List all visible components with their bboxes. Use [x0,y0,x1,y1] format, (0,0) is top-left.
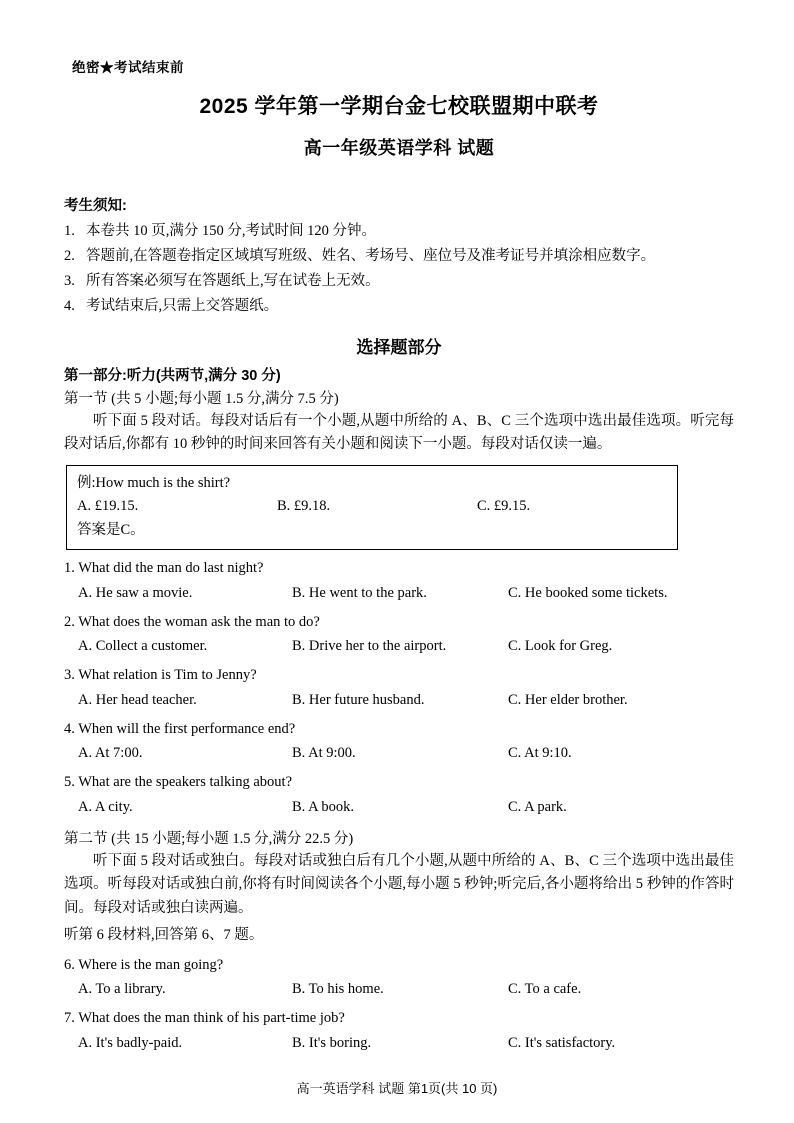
question-stem: 5. What are the speakers talking about? [64,774,293,791]
option-c: C. It's satisfactory. [508,1034,616,1051]
option-b: B. It's boring. [292,1034,372,1051]
section-one-instructions: 听下面 5 段对话。每段对话后有一个小题,从题中所给的 A、B、C 三个选项中选出最佳选项。听完每段对话后,你都有 10 秒钟的时间来回答有关小题和阅读下一小题。每段对话仅读一遍。 [64,412,734,453]
notice-item-text: 本卷共 10 页,满分 150 分,考试时间 120 分钟。 [86,223,376,239]
section-two-instructions: 听下面 5 段对话或独白。每段对话或独白后有几个小题,从题中所给的 A、B、C 三个选项中选出最佳选项。听每段对话或独白前,你将有时间阅读各个小题,每小题 5 秒钟;听完后,各小题将给出 5 秒钟的作答时间。每段对话或独白读两遍。 [64,852,734,916]
option-c: C. A park. [508,798,567,815]
notice-item-text: 考试结束后,只需上交答题纸。 [86,297,279,314]
question-options [64,690,734,712]
option-c: C. He booked some tickets. [508,584,668,601]
notice-item-number: 2. [64,247,75,264]
notice-item-number: 3. [64,272,75,289]
question-options [64,797,734,819]
page-subtitle: 高一年级英语学科 试题 [303,138,495,158]
option-a: A. It's badly-paid. [78,1034,183,1051]
question-options [64,979,734,1001]
example-box [66,465,678,550]
page-footer: 高一英语学科 试题 第1页(共 10 页) [296,1081,498,1096]
question-stem: 2. What does the woman ask the man to do? [64,613,320,630]
question-stem: 7. What does the man think of his part-time job? [64,1010,345,1027]
notice-item [64,294,734,319]
option-a: A. Her head teacher. [78,691,197,708]
example-options [77,495,667,518]
option-c: C. At 9:10. [508,745,572,762]
example-option-c: C. £9.15. [477,498,531,515]
option-a: A. At 7:00. [78,745,143,762]
notice-item [64,269,734,294]
option-b: B. At 9:00. [292,745,356,762]
option-b: B. Drive her to the airport. [292,638,447,655]
notice-item-number: 4. [64,297,75,314]
notice-item-text: 答题前,在答题卷指定区域填写班级、姓名、考场号、座位号及准考证号并填涂相应数字。 [86,247,656,264]
question-stem: 6. Where is the man going? [64,956,224,973]
option-c: C. Look for Greg. [508,638,613,655]
question-options [64,743,734,765]
question-stem: 3. What relation is Tim to Jenny? [64,667,257,684]
section-one-heading: 第一节 (共 5 小题;每小题 1.5 分,满分 7.5 分) [64,390,339,407]
option-a: A. A city. [78,798,133,815]
notice-item [64,244,734,269]
notice-item [64,219,734,244]
option-b: B. A book. [292,798,355,815]
example-option-a: A. £19.15. [77,498,139,515]
option-a: A. Collect a customer. [78,638,208,655]
secret-notice: 绝密★考试结束前 [72,60,184,75]
question-stem: 4. When will the first performance end? [64,720,296,737]
material-label: 听第 6 段材料,回答第 6、7 题。 [64,927,264,944]
part-one-heading: 第一部分:听力(共两节,满分 30 分) [64,367,281,384]
question-options [64,636,734,658]
choice-section-title: 选择题部分 [356,337,442,357]
option-b: B. Her future husband. [292,691,425,708]
question-options [64,1033,734,1055]
option-b: B. He went to the park. [292,584,427,601]
notice-title: 考生须知: [64,198,127,214]
option-a: A. To a library. [78,981,166,998]
question-options [64,583,734,605]
question-stem: 1. What did the man do last night? [64,560,264,577]
example-answer: 答案是C。 [77,521,145,538]
option-c: C. Her elder brother. [508,691,628,708]
notice-item-text: 所有答案必须写在答题纸上,写在试卷上无效。 [86,272,380,289]
option-b: B. To his home. [292,981,384,998]
notice-item-number: 1. [64,223,75,239]
page-title: 2025 学年第一学期台金七校联盟期中联考 [199,95,599,118]
section-two-heading: 第二节 (共 15 小题;每小题 1.5 分,满分 22.5 分) [64,830,354,847]
example-option-b: B. £9.18. [277,498,331,515]
option-c: C. To a cafe. [508,981,582,998]
example-stem: 例:How much is the shirt? [77,474,231,491]
option-a: A. He saw a movie. [78,584,193,601]
